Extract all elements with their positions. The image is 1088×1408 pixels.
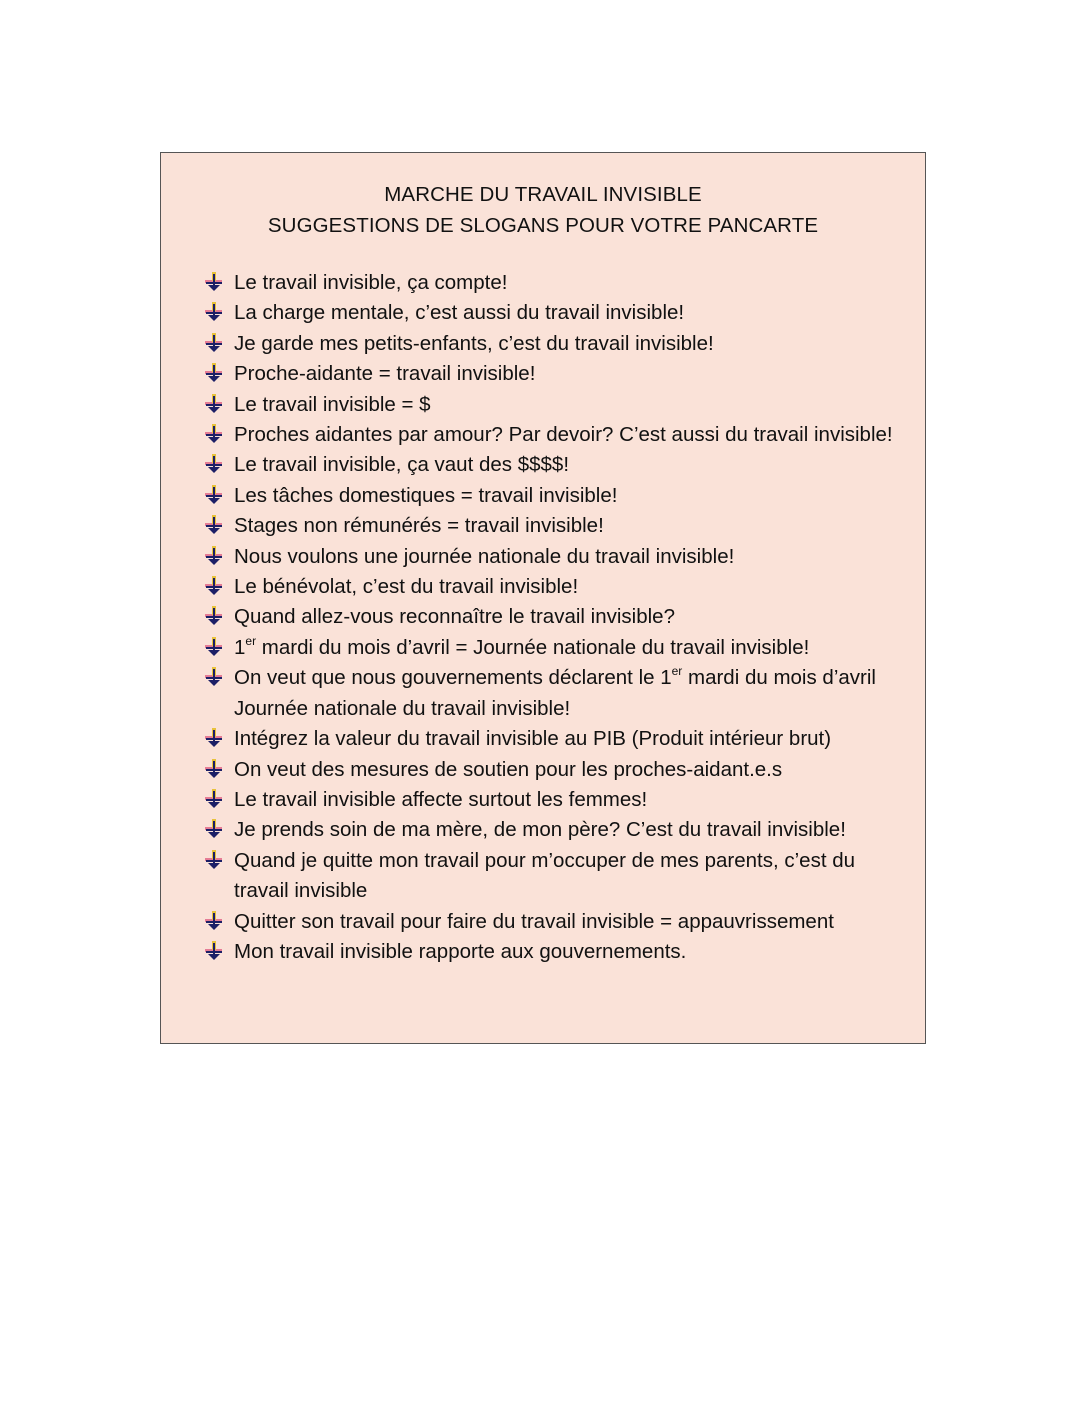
arrow-down-bullet-icon bbox=[203, 758, 225, 780]
list-item bbox=[203, 846, 913, 907]
slogan-text: Le travail invisible, ça compte! bbox=[234, 271, 508, 294]
arrow-down-bullet-icon bbox=[203, 849, 225, 871]
slogan-text: Le travail invisible, ça vaut des $$$$! bbox=[234, 453, 570, 477]
arrow-down-bullet-icon bbox=[203, 605, 225, 627]
list-item bbox=[203, 602, 913, 632]
arrow-down-bullet-icon bbox=[203, 727, 225, 749]
slogan-text bbox=[234, 666, 876, 719]
arrow-down-bullet-icon bbox=[203, 332, 225, 354]
list-item bbox=[203, 755, 913, 785]
slogan-text: Les tâches domestiques = travail invisible! bbox=[234, 483, 618, 507]
list-item bbox=[203, 663, 913, 724]
slogan-text-after: mardi du mois d’avril = Journée nationale du travail invisible! bbox=[256, 635, 810, 659]
list-item bbox=[203, 815, 913, 845]
slogan-text: Nous voulons une journée nationale du travail invisible! bbox=[234, 544, 735, 568]
list-item bbox=[203, 359, 913, 389]
arrow-down-bullet-icon bbox=[203, 910, 225, 932]
slogan-text bbox=[234, 633, 810, 659]
list-item bbox=[203, 298, 913, 328]
arrow-down-bullet-icon bbox=[203, 271, 225, 293]
list-item bbox=[203, 542, 913, 572]
list-item bbox=[203, 907, 913, 937]
arrow-down-bullet-icon bbox=[203, 545, 225, 567]
list-item bbox=[203, 724, 913, 754]
arrow-down-bullet-icon bbox=[203, 423, 225, 445]
ordinal-superscript: er bbox=[671, 664, 683, 679]
list-item bbox=[203, 937, 913, 967]
title-line-2: SUGGESTIONS DE SLOGANS POUR VOTRE PANCARTE bbox=[267, 214, 819, 237]
arrow-down-bullet-icon bbox=[203, 514, 225, 536]
slogan-list bbox=[203, 268, 913, 967]
list-item bbox=[203, 511, 913, 541]
list-item bbox=[203, 329, 913, 359]
arrow-down-bullet-icon bbox=[203, 818, 225, 840]
arrow-down-bullet-icon bbox=[203, 636, 225, 658]
slogan-text: Je garde mes petits-enfants, c’est du travail invisible! bbox=[234, 331, 714, 355]
arrow-down-bullet-icon bbox=[203, 362, 225, 384]
slogan-text: Intégrez la valeur du travail invisible au PIB (Produit intérieur brut) bbox=[234, 727, 832, 751]
list-item bbox=[203, 633, 913, 663]
slogan-text: Quitter son travail pour faire du travail invisible = appauvrissement bbox=[234, 909, 834, 933]
slogan-text: Le travail invisible = $ bbox=[234, 392, 431, 416]
title-line-1: MARCHE DU TRAVAIL INVISIBLE bbox=[384, 183, 702, 206]
arrow-down-bullet-icon bbox=[203, 940, 225, 962]
slogan-text: On veut des mesures de soutien pour les proches-aidant.e.s bbox=[234, 757, 783, 781]
slogan-text: Proche-aidante = travail invisible! bbox=[234, 362, 536, 386]
arrow-down-bullet-icon bbox=[203, 788, 225, 810]
list-item bbox=[203, 481, 913, 511]
slogan-text: Quand je quitte mon travail pour m’occuper de mes parents, c’est du travail invisible bbox=[234, 848, 856, 903]
list-item bbox=[203, 268, 913, 298]
page-title bbox=[161, 179, 925, 241]
slogan-box bbox=[160, 152, 926, 1044]
slogan-text-before: On veut que nous gouvernements déclarent le 1 bbox=[234, 666, 672, 690]
arrow-down-bullet-icon bbox=[203, 666, 225, 688]
list-item bbox=[203, 420, 913, 450]
slogan-text: La charge mentale, c’est aussi du travail invisible! bbox=[234, 301, 685, 325]
slogan-text: Stages non rémunérés = travail invisible! bbox=[234, 514, 604, 538]
arrow-down-bullet-icon bbox=[203, 484, 225, 506]
arrow-down-bullet-icon bbox=[203, 301, 225, 323]
slogan-text-before: 1 bbox=[234, 635, 246, 659]
arrow-down-bullet-icon bbox=[203, 575, 225, 597]
slogan-text: Le bénévolat, c’est du travail invisible! bbox=[234, 575, 579, 599]
list-item bbox=[203, 785, 913, 815]
list-item bbox=[203, 450, 913, 480]
slogan-text: Mon travail invisible rapporte aux gouvernements. bbox=[234, 939, 687, 963]
list-item bbox=[203, 572, 913, 602]
ordinal-superscript: er bbox=[245, 633, 257, 648]
slogan-text: Quand allez-vous reconnaître le travail invisible? bbox=[234, 605, 675, 629]
list-item bbox=[203, 390, 913, 420]
slogan-text: Proches aidantes par amour? Par devoir? C’est aussi du travail invisible! bbox=[234, 423, 893, 447]
slogan-text-after: mardi du mois d’avril Journée nationale du travail invisible! bbox=[234, 666, 876, 720]
slogan-text: Je prends soin de ma mère, de mon père? C’est du travail invisible! bbox=[234, 818, 846, 842]
slogan-text: Le travail invisible affecte surtout les femmes! bbox=[234, 787, 648, 811]
arrow-down-bullet-icon bbox=[203, 453, 225, 475]
arrow-down-bullet-icon bbox=[203, 393, 225, 415]
